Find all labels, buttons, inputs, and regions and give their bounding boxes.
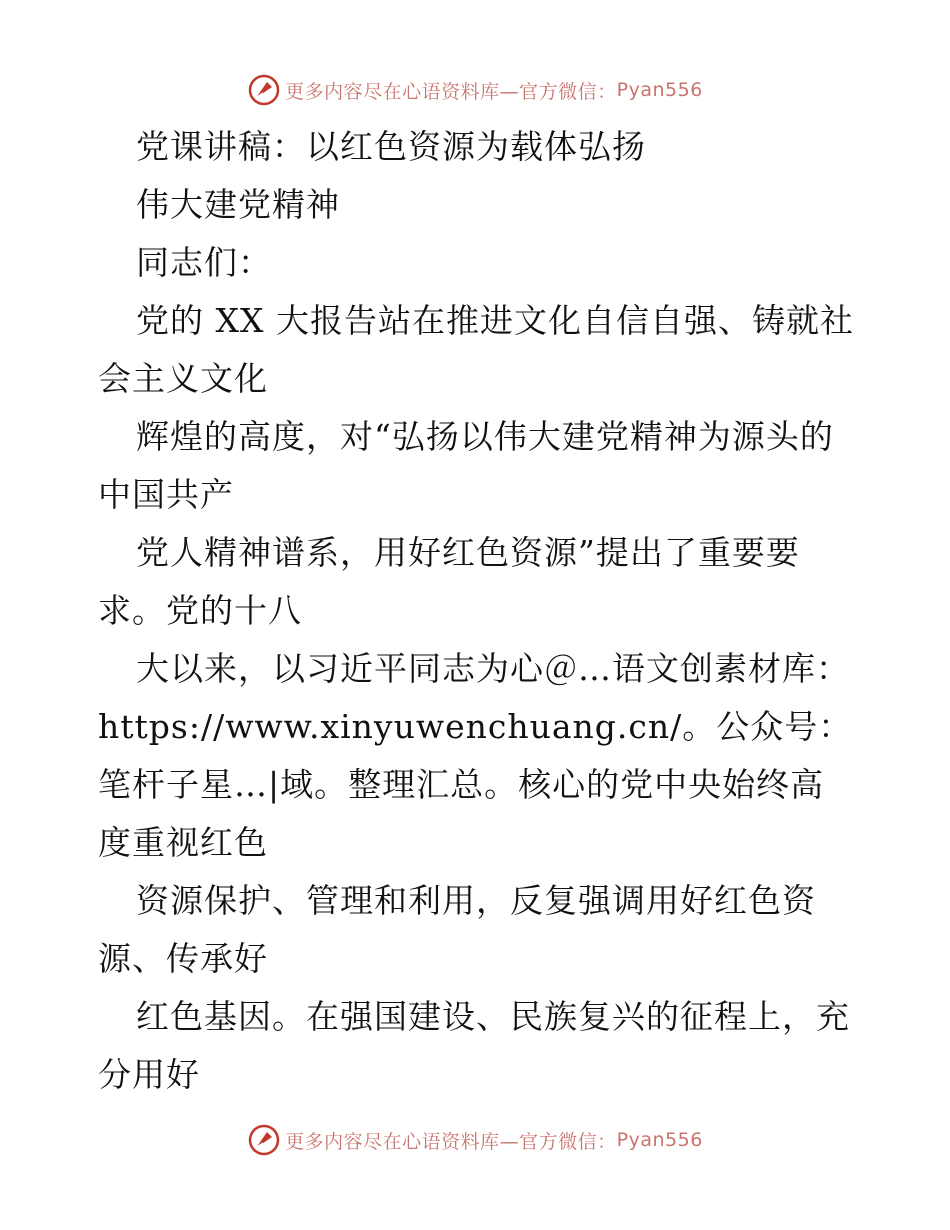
document-body [98, 118, 858, 1104]
paragraph: 党课讲稿：以红色资源为载体弘扬 [136, 127, 646, 166]
pen-nib-logo-icon [247, 1123, 281, 1157]
paragraph: 党人精神谱系，用好红色资源”提出了重要要求。党的十八 [98, 533, 800, 630]
watermark-text: 更多内容尽在心语资料库—官方微信： [285, 80, 617, 103]
paragraph: 党的 XX 大报告站在推进文化自信自强、铸就社会主义文化 [98, 301, 854, 398]
paragraph: 辉煌的高度，对“弘扬以伟大建党精神为源头的中国共产 [98, 417, 834, 514]
watermark-wechat-id: Pyan556 [616, 79, 703, 101]
header-watermark [0, 70, 950, 110]
paragraph: 红色基因。在强国建设、民族复兴的征程上，充分用好 [98, 997, 850, 1094]
pen-nib-logo-icon [247, 73, 281, 107]
footer-watermark [0, 1120, 950, 1160]
paragraph: 同志们： [136, 243, 272, 282]
watermark-text: 更多内容尽在心语资料库—官方微信： [285, 1130, 617, 1153]
watermark-wechat-id: Pyan556 [616, 1129, 703, 1151]
paragraph: 大以来，以习近平同志为心＠…语文创素材库：https://www.xinyuwenchuang.cn/。公众号：笔杆子星…|域。整理汇总。核心的党中央始终高度重视红色 [98, 649, 853, 862]
paragraph: 资源保护、管理和利用，反复强调用好红色资源、传承好 [98, 881, 816, 978]
paragraph: 伟大建党精神 [136, 185, 340, 224]
